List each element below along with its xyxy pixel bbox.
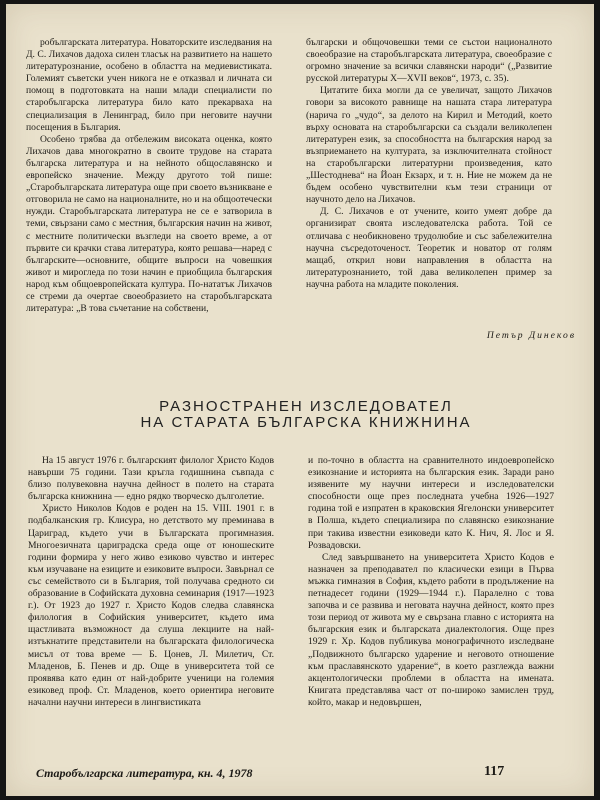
paragraph: Христо Николов Кодов е роден на 15. VIII. 1901 г. в подбалканския гр. Клисура, но детството му преминава в Цариград, където учи в Българската прогимназия. Многоезичната цариградска среда още от юношеските години формира у него живо езиково чувство и интерес към изучаване на езиците и езиковите въпроси. Завърнал се със семейството си в България, той получава средното си образование в Софийската духовна семинария (1917—1923 г.). От 1923 до 1927 г. Христо Кодов следва славянска филология в Софийския университет, където има щастливата възможност да слуша лекциите на най-изтъкнатите представители на българската филологическа мисъл от това време — Б. Цонев, Л. Милетич, Ст. Младенов, Б. Пенев и др. Още в университета той се проявява като един от най-добрите ученици на големия езиковед проф. Ст. Младенов, което ориентира неговите начални научни интереси в лингвистиката xyxy=(28,503,274,708)
journal-page xyxy=(6,4,594,796)
article-column-bottom-left xyxy=(28,455,274,709)
paragraph: След завършването на университета Христо Кодов е назначен за преподавател по класически езици в Първа мъжка гимназия в София, където работи в продължение на петнадесет години (1929—1944 г.). Паралелно с това започва и се развива и неговата научна дейност, която през този период от живота му е свързана главно с историята на българския език и българската диалектология. Още през 1929 г. Хр. Кодов публикува монографичното изследване „Подвижното българско ударение и неговото отношение към праславянското ударение“, в което разглежда важни акцентологически проблеми в областта на имената. Книгата представлява част от по-широко замислен труд, който, макар и недовършен, xyxy=(308,551,554,708)
title-line-1: РАЗНОСТРАНЕН ИЗСЛЕДОВАТЕЛ xyxy=(159,398,453,415)
paragraph: Д. С. Лихачов е от учените, които умеят добре да организират своята изследователска работа. Той се отличава с необикновено трудолюбие и със забележителна научна съсредоточеност. Теоретик и новатор от голям мащаб, открил нови направления в областта на литературознанието, той дава великолепен пример за научна работа на младите поколения. xyxy=(306,206,552,290)
article-column-top-left xyxy=(26,37,272,315)
article-title xyxy=(6,399,600,431)
paragraph: Цитатите биха могли да се увеличат, защото Лихачов говори за високото равнище на нашата стара литература (нарича го „чудо“, за делото на Кирил и Методий, което върху основата на старобългарски са създали великолепен литературен език, за способността на българския народ за възприемането на културата, за изключителната стойност на старобългарски литературни произведения, като „Шестоднева“ на Йоан Екзарх, и т. н. Ние не можем да не бъдем особено чувствителни към тези страници от научното дело на Лихачов. xyxy=(306,85,552,206)
article-column-top-right xyxy=(306,37,552,291)
paragraph: български и общочовешки теми се състои националното своеобразие на старобългарската литература, своеобразие с огромно значение за всички славянски народи“ („Развитие русской литературы X—XVII веков“, 1973, с. 35). xyxy=(306,37,552,85)
article-column-bottom-right xyxy=(308,455,554,709)
author-signature: Петър Динеков xyxy=(486,330,576,341)
paragraph: и по-точно в областта на сравнителното индоевропейско езикознание и историята на българския език. Заради рано изявените му научни интереси и изследователски способности още през последната учебна 1926—1927 година той е изпратен в краковския Ягелонски университет в Полша, където специализира по славянско езикознание при такива известни езиковеди като К. Нич, Я. Лос и Я. Розвадовски. xyxy=(308,455,554,551)
journal-footer: Старобългарска литература, кн. 4, 1978 xyxy=(36,766,253,780)
page-number: 117 xyxy=(484,764,505,779)
paragraph: Особено трябва да отбележим високата оценка, която Лихачов дава многократно в своите трудове на старата българска литература и на нейното общославянско и европейско значение. Между другото той пише: „Старобългарската литература още при своето възникване е отговорила не само на националните, но и на общоотечески нужди. Старобългарската литература не се е затворила в теми, свързани само с местния, българския начин на живот, с местните политически възгледи на своето време, а от първите си крачки става литература, която решава—наред с българските—основните, общите въпроси на човешкия живот и мирогледа по този начин е приобщила българския народ към общоевропейската култура. По-нататък Лихачов се стреми да очертае своеобразието на старобългарската литература: „В това съчетание на собствени, xyxy=(26,133,272,315)
title-line-2: НА СТАРАТА БЪЛГАРСКА КНИЖНИНА xyxy=(140,414,472,431)
paragraph: На 15 август 1976 г. българският филолог Христо Кодов навърши 75 години. Тази кръгла годишнина съвпада с близо полувековна научна дейност в полето на старата българска книжнина — едно рядко творческо дълголетие. xyxy=(28,455,274,503)
paragraph: робългарската литература. Новаторските изследвания на Д. С. Лихачов дадоха силен тласък на развитието на нашето литературознание, особено в областта на медиевистиката. Големият съветски учен никога не е отказвал и личната си помощ в подготовката на наши млади специалисти по старобългарска литература било като прекарваха на специализация в Ленинград, било при неговите научни посещения в България. xyxy=(26,37,272,133)
